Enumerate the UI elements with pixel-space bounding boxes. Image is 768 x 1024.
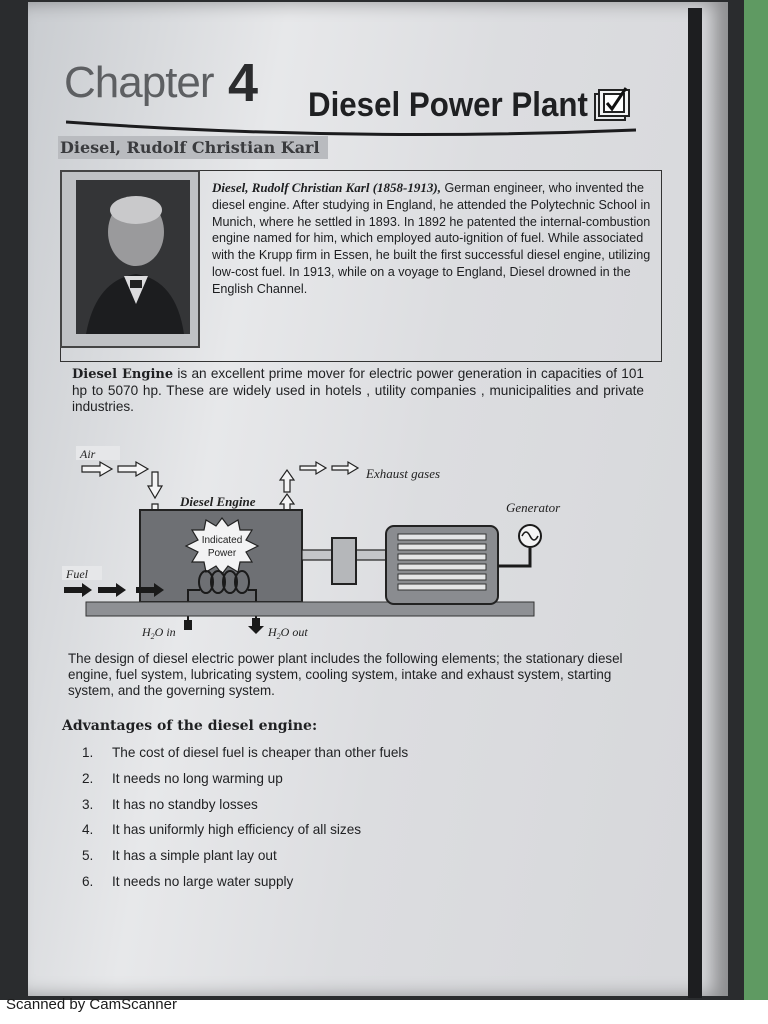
generator-label: Generator bbox=[506, 500, 561, 515]
h2o-out-word: out bbox=[289, 625, 308, 639]
portrait-photo bbox=[76, 180, 190, 334]
intro-body: is an excellent prime mover for electric power generation in capacities of 101 hp to 5070 hp. These are widely used in hotels , utility companies , municipalities and private industries. bbox=[72, 366, 644, 414]
diesel-plant-diagram bbox=[60, 440, 580, 645]
water-out-arrow bbox=[248, 618, 264, 634]
item-text: It needs no long warming up bbox=[112, 770, 283, 786]
item-text: It has a simple plant lay out bbox=[112, 848, 277, 864]
list-item bbox=[82, 874, 582, 900]
advantages-heading: Advantages of the diesel engine: bbox=[62, 718, 318, 734]
item-number: 5. bbox=[82, 848, 94, 864]
h2o-in-h: H bbox=[142, 625, 151, 639]
h2o-in-sub: 2 bbox=[150, 632, 155, 641]
list-item bbox=[82, 848, 582, 874]
coupling bbox=[332, 538, 356, 584]
bio-body: German engineer, who invented the diesel engine. After studying in England, he attended the Polytechnic School in Munich, where he settled in 1893. In 1892 he patented the internal-combustion engine named for him, which employed auto-ignition of fuel. While associated with the Krupp firm in Essen, he built the first successful diesel engine, utilizing low-cost fuel. In 1913, while on a voyage to England, Diesel drowned in the English Channel. bbox=[212, 181, 651, 296]
h2o-in-o: O bbox=[154, 625, 164, 639]
item-number: 2. bbox=[82, 770, 94, 786]
item-number: 6. bbox=[82, 873, 94, 889]
h2o-out-label bbox=[267, 625, 308, 641]
h2o-out-sub: 2 bbox=[276, 632, 281, 641]
indicated-label: Indicated bbox=[201, 535, 243, 546]
item-text: It has no standby losses bbox=[112, 796, 258, 812]
fuel-label bbox=[62, 566, 102, 581]
list-item bbox=[82, 797, 582, 823]
water-in-pipe bbox=[184, 620, 192, 630]
scanner-watermark: Scanned by CamScanner bbox=[6, 996, 177, 1013]
bio-name: Diesel, Rudolf Christian Karl (1858-1913), bbox=[212, 180, 441, 195]
h2o-out-h: H bbox=[268, 625, 277, 639]
power-label: Power bbox=[207, 548, 237, 559]
scan-green-edge bbox=[744, 0, 768, 1000]
item-number: 3. bbox=[82, 796, 94, 812]
generator-lead bbox=[498, 548, 530, 566]
h2o-out-o: O bbox=[280, 625, 290, 639]
list-item bbox=[82, 745, 582, 771]
h2o-in-word: in bbox=[163, 625, 176, 639]
list-item bbox=[82, 771, 582, 797]
item-text: It needs no large water supply bbox=[112, 873, 294, 889]
design-paragraph: The design of diesel electric power plant includes the following elements; the stationary diesel engine, fuel system, lubricating system, cooling system, intake and exhaust system, starting system, and the governing system. bbox=[68, 651, 623, 698]
advantages-list bbox=[82, 745, 582, 900]
air-label bbox=[76, 446, 120, 461]
air-text: Air bbox=[80, 447, 96, 461]
item-number: 4. bbox=[82, 822, 94, 838]
chapter-word: Chapter bbox=[64, 58, 214, 107]
h2o-in-label bbox=[141, 625, 176, 641]
chapter-title: Diesel Power Plant bbox=[308, 86, 588, 124]
intro-term: Diesel Engine bbox=[72, 367, 174, 382]
exhaust-label: Exhaust gases bbox=[366, 466, 441, 481]
fuel-text: Fuel bbox=[66, 567, 88, 581]
bio-text bbox=[212, 180, 652, 298]
section-label: Diesel, Rudolf Christian Karl bbox=[58, 136, 328, 159]
item-number: 1. bbox=[82, 745, 94, 760]
list-item bbox=[82, 822, 582, 848]
page-stack-edge bbox=[688, 8, 702, 998]
chapter-number: 4 bbox=[228, 53, 259, 113]
intro-paragraph bbox=[72, 366, 644, 415]
engine-label: Diesel Engine bbox=[180, 494, 256, 509]
item-text: The cost of diesel fuel is cheaper than other fuels bbox=[112, 745, 409, 760]
item-text: It has uniformly high efficiency of all sizes bbox=[112, 822, 362, 838]
